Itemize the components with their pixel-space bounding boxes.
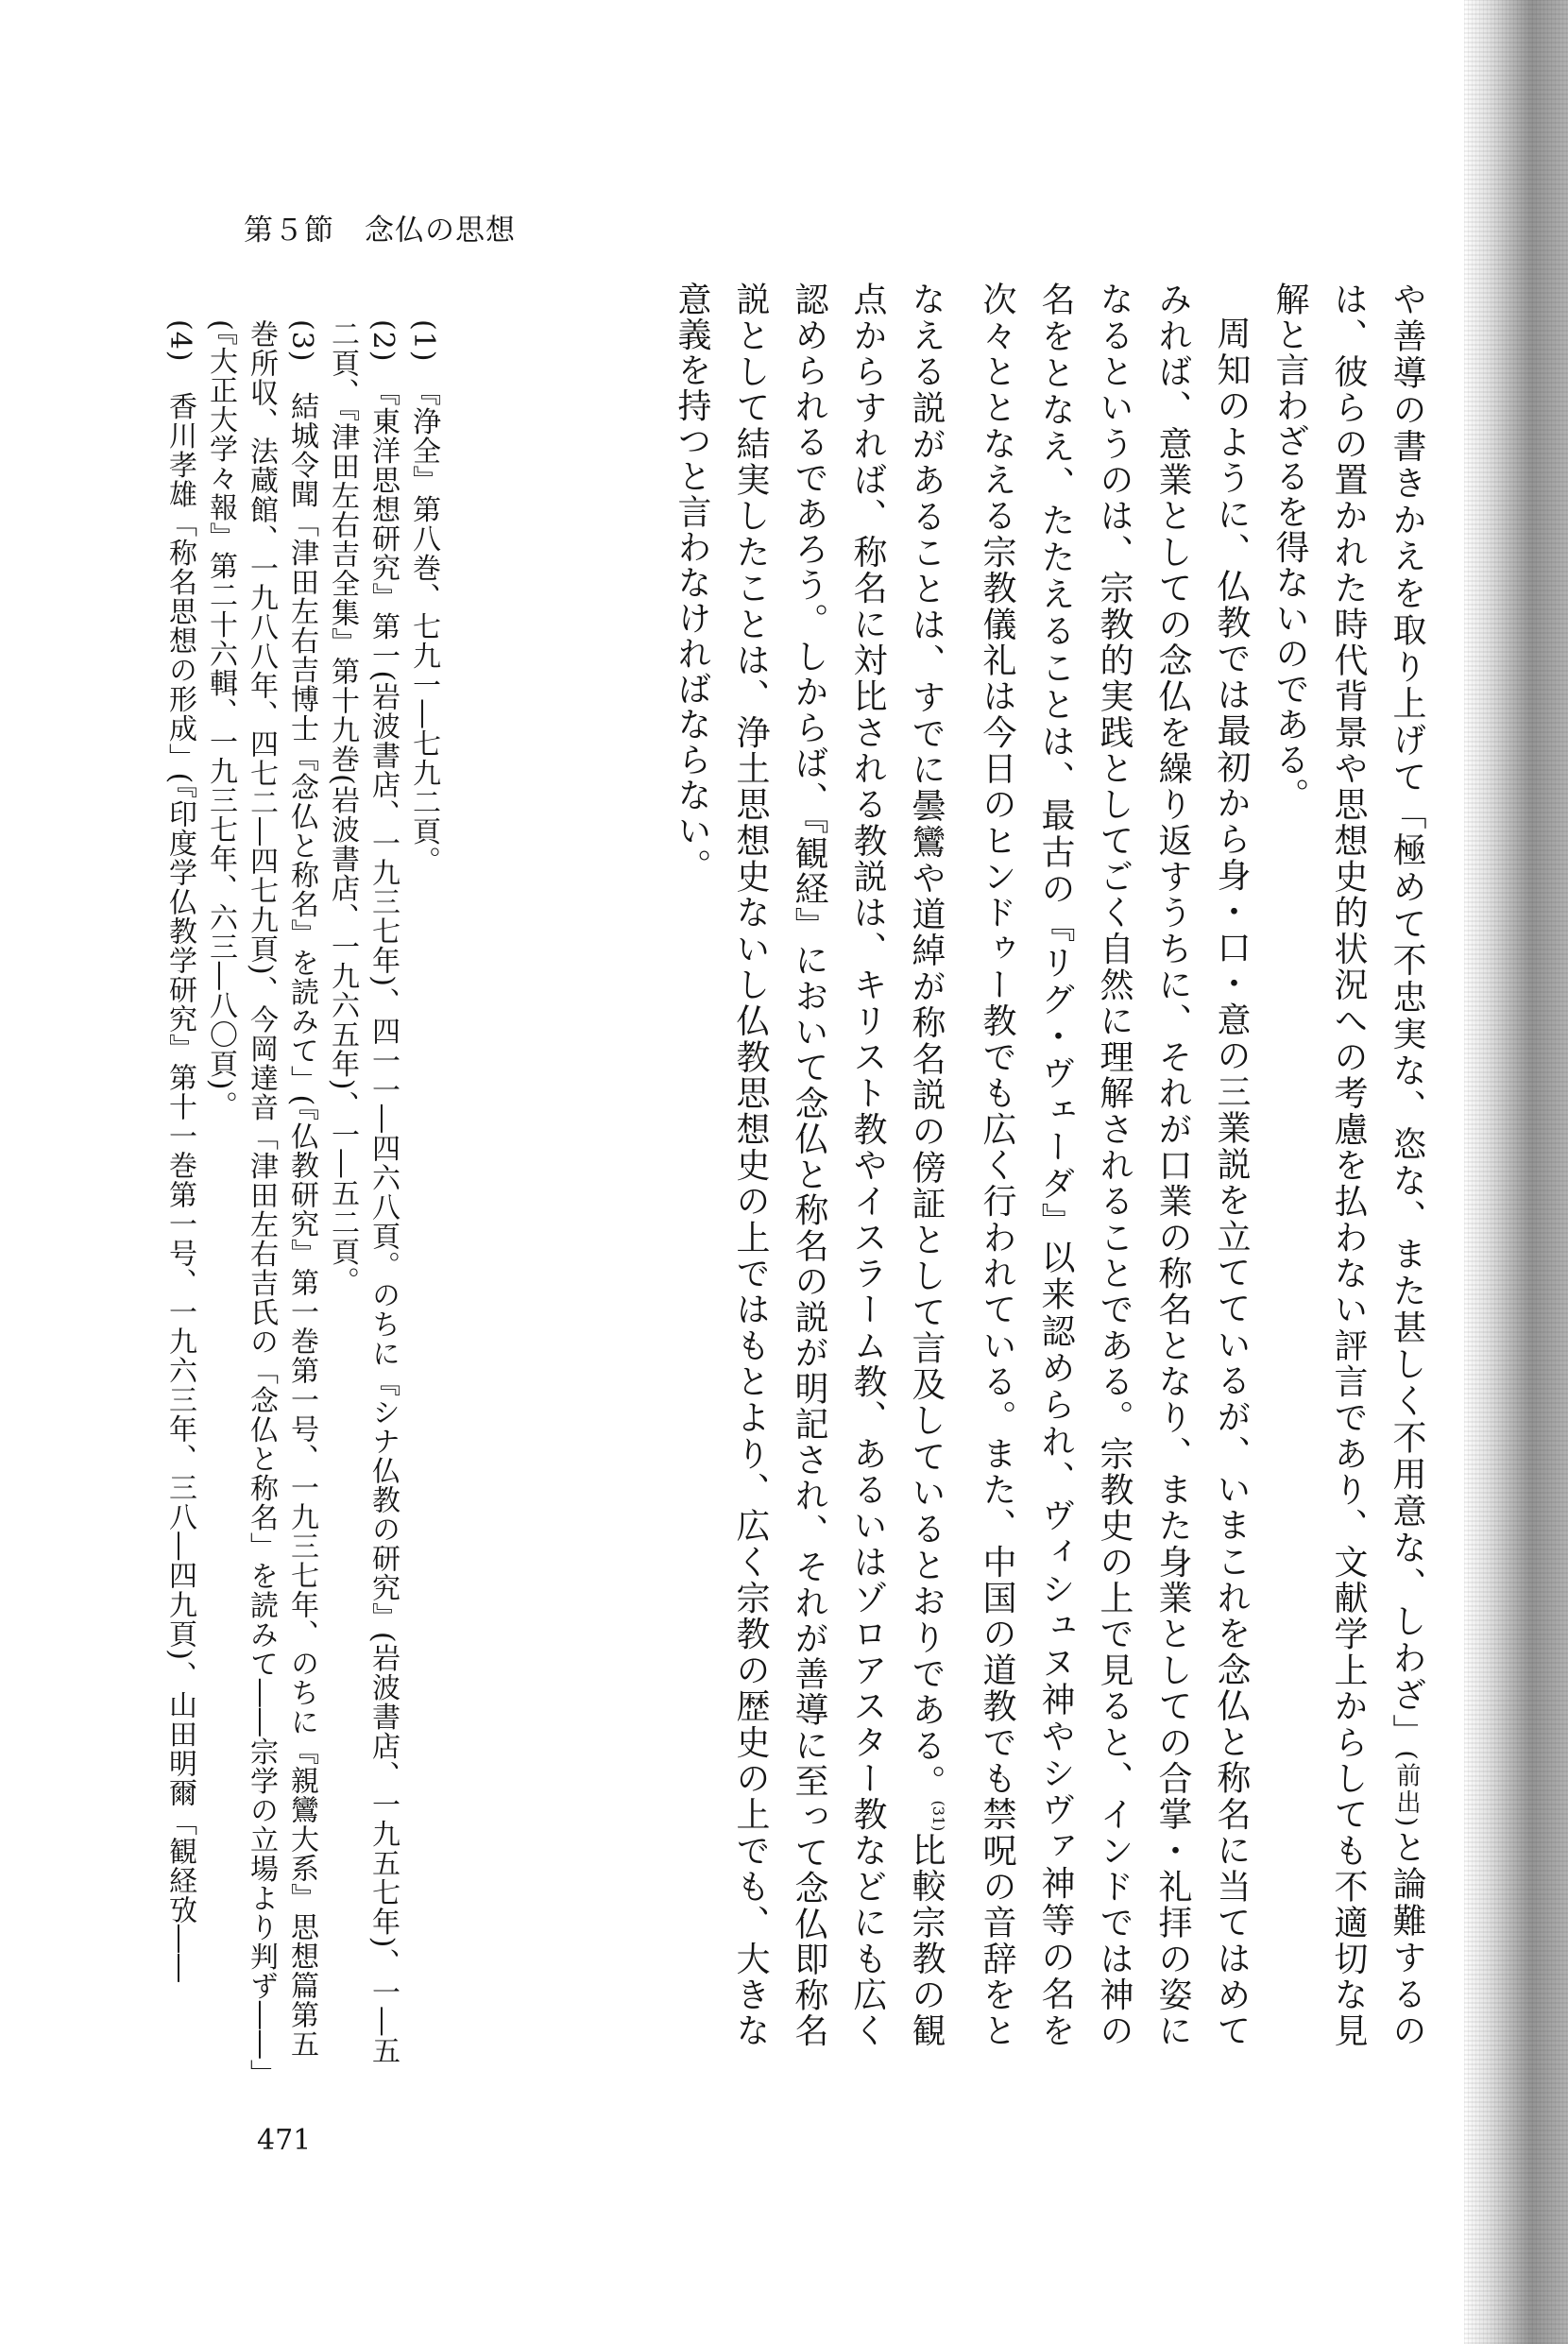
footnote-number: (2) [366,319,400,363]
footnote-text: 香川孝雄「称名思想の形成」(『印度学仏教学研究』第十一巻第一号、一九六三年、三八―四九頁)、山田明爾「観経攷―― [163,391,196,1983]
main-text [662,282,1436,2048]
running-head: 第５節 念仏の思想 [244,214,516,248]
paragraph-2 [662,282,1260,2048]
footnote-3 [200,319,322,2086]
paragraph-1-part-a: や善導の書きかえを取り上げて「極めて不忠実な、恣な、また甚しく不用意な、しわざ」 [1388,282,1426,1751]
footnote-2 [322,319,403,2086]
paragraph-2-part-b: 比較宗教の観点からすれば、称名に対比される教説は、キリスト教やイスラーム教、あるいはゾロアスター教などにも広く認められるであろう。しからば、『観経』において念仏と称名の説が明記され、それが善導に至って念仏即称名説として結実したことは、浄土思想史ないし仏教思想史の上ではもとより、広く宗教の歴史の上でも、大きな意義を持つと言わなければならない。 [673,282,946,2049]
paragraph-1 [1260,282,1436,2048]
footnote-text: 『東洋思想研究』第一(岩波書店、一九三七年)、四一一―四六八頁。のちに『シナ仏教の研究』(岩波書店、一九五七年)、一―五二頁、『津田左右吉全集』第十九巻(岩波書店、一九六五年)、一―五二頁。 [326,319,400,2066]
scan-edge-shadow [1464,0,1568,2344]
footnote-ref-31: (31) [929,1800,947,1832]
footnote-text: 『浄全』第八巻、七九一―七九二頁。 [407,391,440,876]
paragraph-1-aside: (前出) [1392,1750,1421,1828]
footnote-number: (4) [163,319,196,363]
footnote-4 [160,319,200,2086]
page-number: 471 [257,2124,312,2157]
footnote-number: (1) [407,319,440,363]
footnote-1 [403,319,444,2086]
footnote-text: 結城令聞「津田左右吉博士『念仏と称名』を読みて」(『仏教研究』第一巻第一号、一九三七年、のちに『親鸞大系』思想篇第五巻所収、法蔵館、一九八八年、四七二―四七九頁)、今岡達音「津田左右吉氏の「念仏と称名」を読みて――宗学の立場より判ず――」(『大正大学々報』第二十六輯、一九三七年、六三―八〇頁)。 [204,319,318,2075]
paragraph-2-part-a: 周知のように、仏教では最初から身・口・意の三業説を立てているが、いまこれを念仏と称名に当てはめてみれば、意業としての念仏を繰り返すうちに、それが口業の称名となり、また身業としての合掌・礼拝の姿になるというのは、宗教的実践としてごく自然に理解されることである。宗教史の上で見ると、インドでは神の名をとなえ、たたえることは、最古の『リグ・ヴェーダ』以来認められ、ヴィシュヌ神やシヴァ神等の名を次々ととなえる宗教儀礼は今日のヒンドゥー教でも広く行われている。また、中国の道教でも禁呪の音辞をとなえる説があることは、すでに曇鸞や道綽が称名説の傍証として言及しているとおりである。 [907,282,1251,2049]
paragraph-1-part-c: と論難するのは、彼らの置かれた時代背景や思想史的状況への考慮を払わない評言であり、文献学上からしても不適切な見解と言わざるを得ないのである。 [1270,282,1426,2048]
footnote-number: (3) [285,319,318,363]
footnotes [160,319,444,2086]
